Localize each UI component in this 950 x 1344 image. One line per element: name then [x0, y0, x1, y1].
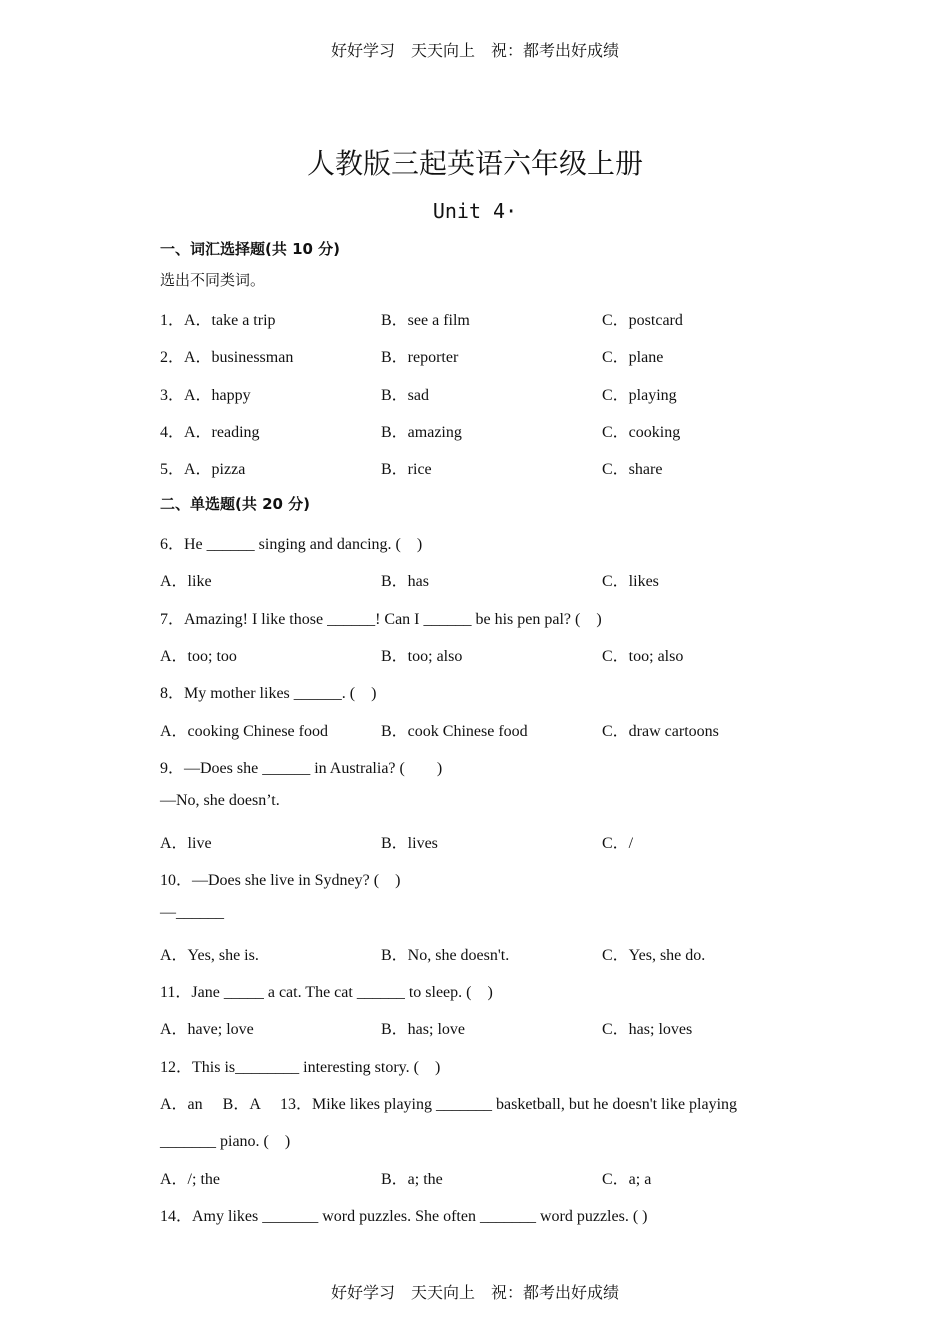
q11-option-b: B．has; love	[381, 1021, 465, 1038]
q4-option-a: 4．A．reading	[160, 424, 260, 441]
page-header: 好好学习 天天向上 祝：都考出好成绩	[330, 41, 619, 60]
q4-option-b: B．amazing	[381, 424, 462, 441]
q11-stem: 11．Jane _____ a cat. The cat ______ to sleep. ( )	[160, 984, 493, 1001]
q11-option-a: A．have; love	[160, 1021, 254, 1038]
q6-stem: 6．He ______ singing and dancing. ( )	[160, 536, 423, 553]
q1-option-c: C．postcard	[602, 312, 683, 329]
section-heading-single-choice: 二、单选题(共 20 分)	[160, 495, 311, 513]
q8-stem: 8．My mother likes ______. ( )	[160, 685, 377, 702]
q5-option-a: 5．A．pizza	[160, 461, 246, 478]
q5-option-c: C．share	[602, 461, 663, 478]
q3-option-b: B．sad	[381, 387, 430, 404]
q8-option-b: B．cook Chinese food	[381, 723, 528, 740]
q9-option-b: B．lives	[381, 835, 438, 852]
q8-option-c: C．draw cartoons	[602, 723, 719, 740]
q13-option-c: C．a; a	[602, 1171, 652, 1188]
q10-reply: —______	[160, 904, 224, 921]
q9-option-a: A．live	[160, 835, 212, 852]
q12-stem: 12．This is________ interesting story. ( )	[160, 1059, 441, 1076]
q9-stem: 9．—Does she ______ in Australia? ( )	[160, 760, 443, 777]
q13-stem-continued: _______ piano. ( )	[160, 1133, 291, 1150]
q7-stem: 7．Amazing! I like those ______! Can I ______ be his pen pal? ( )	[160, 611, 602, 628]
q10-option-a: A．Yes, she is.	[160, 947, 259, 964]
q4-option-c: C．cooking	[602, 424, 681, 441]
section-instruction: 选出不同类词。	[160, 271, 266, 289]
page-subtitle: Unit 4·	[432, 199, 518, 223]
q1-option-b: B．see a film	[381, 312, 470, 329]
q3-option-a: 3．A．happy	[160, 387, 251, 404]
q2-option-b: B．reporter	[381, 349, 459, 366]
q10-option-c: C．Yes, she do.	[602, 947, 706, 964]
q12-options-q13-stem: A．an B．A 13．Mike likes playing _______ basketball, but he doesn't like playing	[160, 1096, 738, 1113]
q14-stem: 14．Amy likes _______ word puzzles. She often _______ word puzzles. ( )	[160, 1208, 648, 1225]
q9-reply: —No, she doesn’t.	[160, 792, 280, 809]
q11-option-c: C．has; loves	[602, 1021, 693, 1038]
q10-stem: 10．—Does she live in Sydney? ( )	[160, 872, 401, 889]
q7-option-b: B．too; also	[381, 648, 463, 665]
q10-option-b: B．No, she doesn't.	[381, 947, 510, 964]
q6-option-c: C．likes	[602, 573, 659, 590]
q9-option-c: C．/	[602, 835, 634, 852]
q7-option-c: C．too; also	[602, 648, 684, 665]
q2-option-a: 2．A．businessman	[160, 349, 294, 366]
q8-option-a: A．cooking Chinese food	[160, 723, 328, 740]
q3-option-c: C．playing	[602, 387, 677, 404]
q7-option-a: A．too; too	[160, 648, 237, 665]
q13-option-a: A．/; the	[160, 1171, 220, 1188]
q5-option-b: B．rice	[381, 461, 432, 478]
q6-option-b: B．has	[381, 573, 430, 590]
page-footer: 好好学习 天天向上 祝：都考出好成绩	[330, 1283, 619, 1302]
q2-option-c: C．plane	[602, 349, 664, 366]
q6-option-a: A．like	[160, 573, 212, 590]
q13-option-b: B．a; the	[381, 1171, 443, 1188]
page-title: 人教版三起英语六年级上册	[306, 147, 643, 180]
q1-option-a: 1．A．take a trip	[160, 312, 276, 329]
section-heading-vocabulary: 一、词汇选择题(共 10 分)	[160, 240, 341, 258]
